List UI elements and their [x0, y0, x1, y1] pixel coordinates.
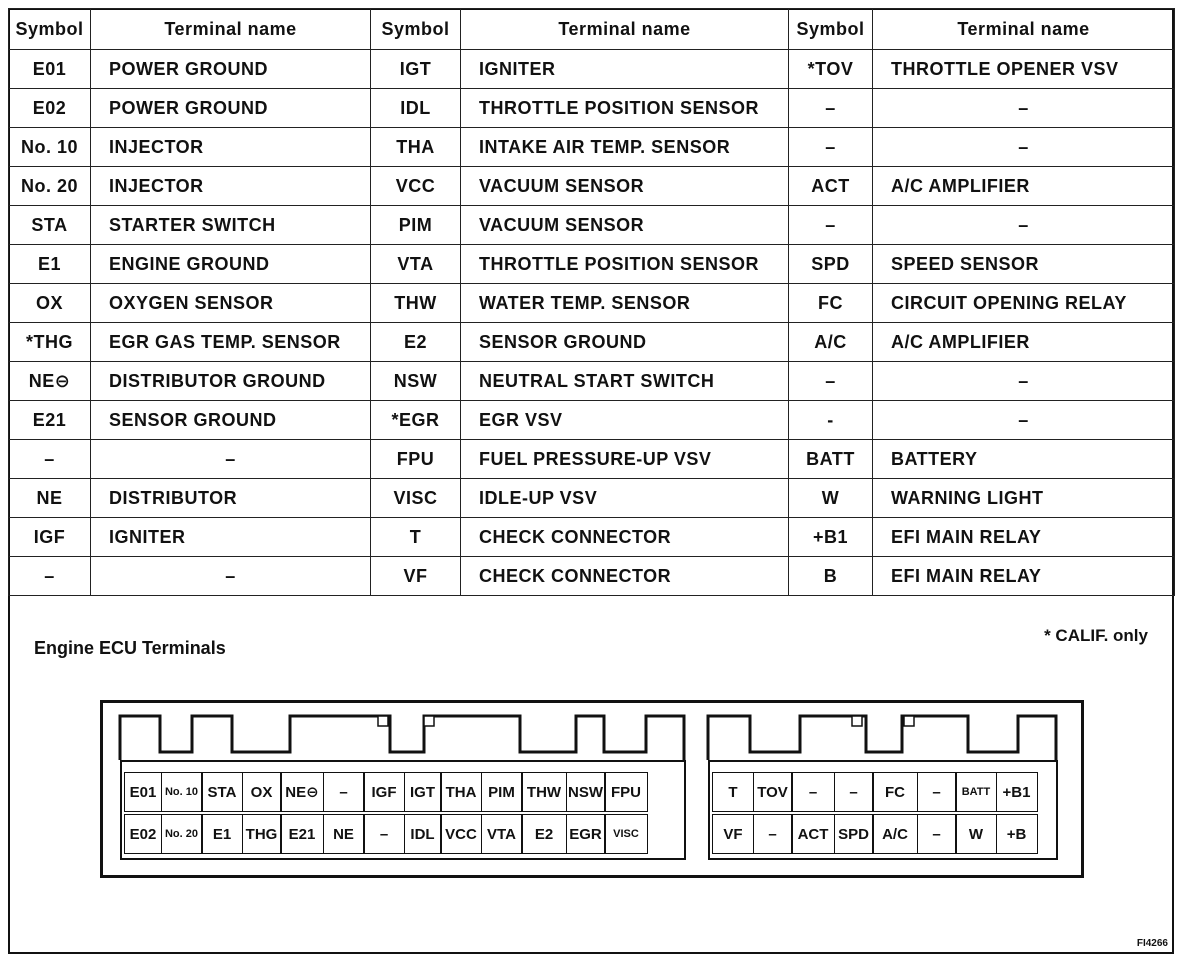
connector-pin: No. 10 — [161, 772, 203, 812]
symbol-cell: FC — [789, 284, 873, 323]
symbol-cell: E01 — [9, 50, 91, 89]
terminal-name-cell: THROTTLE POSITION SENSOR — [461, 245, 789, 284]
connector-pin: BATT — [955, 772, 997, 812]
connector-pin: A/C — [872, 814, 918, 854]
figure-id: FI4266 — [1136, 938, 1168, 949]
header-terminal-name-3: Terminal name — [873, 9, 1175, 50]
symbol-cell: SPD — [789, 245, 873, 284]
symbol-cell: VCC — [371, 167, 461, 206]
symbol-cell: BATT — [789, 440, 873, 479]
connector-pin: E21 — [280, 814, 324, 854]
connector-pin: No. 20 — [161, 814, 203, 854]
right-connector-top-row — [712, 772, 1036, 812]
symbol-cell: OX — [9, 284, 91, 323]
connector-pin: – — [323, 772, 365, 812]
symbol-cell: IDL — [371, 89, 461, 128]
header-symbol-2: Symbol — [371, 9, 461, 50]
symbol-cell: B — [789, 557, 873, 596]
terminal-name-cell: EGR GAS TEMP. SENSOR — [91, 323, 371, 362]
connector-pin: IGT — [404, 772, 442, 812]
left-connector-top-row — [124, 772, 647, 812]
connector-pin: PIM — [481, 772, 523, 812]
symbol-cell: E21 — [9, 401, 91, 440]
connector-pin: THA — [440, 772, 482, 812]
connector-pin: THG — [242, 814, 282, 854]
terminal-name-cell: VACUUM SENSOR — [461, 167, 789, 206]
connector-pin: ACT — [791, 814, 835, 854]
symbol-cell: E2 — [371, 323, 461, 362]
connector-pin: – — [791, 772, 835, 812]
connector-pin: – — [834, 772, 874, 812]
terminal-name-cell: CIRCUIT OPENING RELAY — [873, 284, 1175, 323]
symbol-cell: A/C — [789, 323, 873, 362]
symbol-cell: E1 — [9, 245, 91, 284]
connector-pin: EGR — [566, 814, 606, 854]
symbol-cell: *EGR — [371, 401, 461, 440]
terminal-name-cell: EGR VSV — [461, 401, 789, 440]
header-terminal-name-1: Terminal name — [91, 9, 371, 50]
connector-pin: T — [712, 772, 754, 812]
symbol-cell: PIM — [371, 206, 461, 245]
connector-pin: +B — [996, 814, 1038, 854]
connector-pin: E02 — [124, 814, 162, 854]
terminal-name-cell: – — [873, 401, 1175, 440]
symbol-cell: FPU — [371, 440, 461, 479]
connector-pin: VTA — [481, 814, 523, 854]
symbol-cell: VTA — [371, 245, 461, 284]
symbol-cell: – — [789, 89, 873, 128]
terminal-name-cell: NEUTRAL START SWITCH — [461, 362, 789, 401]
terminal-name-cell: INTAKE AIR TEMP. SENSOR — [461, 128, 789, 167]
terminal-name-cell: DISTRIBUTOR — [91, 479, 371, 518]
connector-pin: NE⊖ — [280, 772, 324, 812]
connector-pin: – — [917, 814, 957, 854]
symbol-cell: No. 20 — [9, 167, 91, 206]
symbol-cell: E02 — [9, 89, 91, 128]
terminal-name-cell: FUEL PRESSURE-UP VSV — [461, 440, 789, 479]
symbol-cell: THW — [371, 284, 461, 323]
terminal-name-cell: IDLE-UP VSV — [461, 479, 789, 518]
connector-pin: VF — [712, 814, 754, 854]
symbol-cell: – — [789, 206, 873, 245]
terminal-name-cell: POWER GROUND — [91, 50, 371, 89]
terminal-name-cell: SPEED SENSOR — [873, 245, 1175, 284]
connector-pin: FPU — [604, 772, 648, 812]
terminal-name-cell: ENGINE GROUND — [91, 245, 371, 284]
connector-pin: VISC — [604, 814, 648, 854]
terminal-name-cell: OXYGEN SENSOR — [91, 284, 371, 323]
connector-pin: IDL — [404, 814, 442, 854]
connector-pin: +B1 — [996, 772, 1038, 812]
terminal-name-cell: IGNITER — [461, 50, 789, 89]
terminal-name-cell: – — [91, 440, 371, 479]
connector-pin: W — [955, 814, 997, 854]
terminal-name-cell: THROTTLE OPENER VSV — [873, 50, 1175, 89]
symbol-cell: IGF — [9, 518, 91, 557]
terminal-name-cell: INJECTOR — [91, 167, 371, 206]
symbol-cell: +B1 — [789, 518, 873, 557]
connector-pin: THW — [521, 772, 567, 812]
symbol-cell: – — [789, 128, 873, 167]
header-symbol-1: Symbol — [9, 9, 91, 50]
terminal-name-cell: VACUUM SENSOR — [461, 206, 789, 245]
terminal-name-cell: A/C AMPLIFIER — [873, 323, 1175, 362]
connector-pin: – — [917, 772, 957, 812]
connector-pin: OX — [242, 772, 282, 812]
terminal-name-cell: IGNITER — [91, 518, 371, 557]
symbol-cell: T — [371, 518, 461, 557]
connector-pin: STA — [201, 772, 243, 812]
terminal-name-cell: – — [91, 557, 371, 596]
symbol-cell: VF — [371, 557, 461, 596]
connector-pin: – — [753, 814, 793, 854]
symbol-cell: - — [789, 401, 873, 440]
symbol-cell: NE⊖ — [9, 362, 91, 401]
left-connector-bottom-row — [124, 814, 647, 854]
symbol-cell: No. 10 — [9, 128, 91, 167]
header-symbol-3: Symbol — [789, 9, 873, 50]
connector-pin: NE — [323, 814, 365, 854]
right-connector-bottom-row — [712, 814, 1036, 854]
terminal-name-cell: CHECK CONNECTOR — [461, 518, 789, 557]
terminal-name-cell: A/C AMPLIFIER — [873, 167, 1175, 206]
symbol-cell: ACT — [789, 167, 873, 206]
symbol-cell: STA — [9, 206, 91, 245]
calif-note: * CALIF. only — [1044, 626, 1148, 645]
symbol-cell: THA — [371, 128, 461, 167]
symbol-cell: – — [9, 440, 91, 479]
terminal-name-cell: STARTER SWITCH — [91, 206, 371, 245]
connector-pin: E2 — [521, 814, 567, 854]
terminal-name-cell: – — [873, 89, 1175, 128]
header-terminal-name-2: Terminal name — [461, 9, 789, 50]
connector-pin: SPD — [834, 814, 874, 854]
connector-pin: FC — [872, 772, 918, 812]
connector-pin: E1 — [201, 814, 243, 854]
terminal-name-cell: CHECK CONNECTOR — [461, 557, 789, 596]
terminal-name-cell: BATTERY — [873, 440, 1175, 479]
terminal-name-cell: WARNING LIGHT — [873, 479, 1175, 518]
ecu-caption: Engine ECU Terminals — [34, 638, 226, 658]
terminal-name-cell: WATER TEMP. SENSOR — [461, 284, 789, 323]
terminal-name-cell: EFI MAIN RELAY — [873, 557, 1175, 596]
symbol-cell: NE — [9, 479, 91, 518]
symbol-cell: W — [789, 479, 873, 518]
terminal-name-cell: INJECTOR — [91, 128, 371, 167]
symbol-cell: IGT — [371, 50, 461, 89]
connector-pin: TOV — [753, 772, 793, 812]
connector-pin: VCC — [440, 814, 482, 854]
symbol-cell: VISC — [371, 479, 461, 518]
symbol-cell: *TOV — [789, 50, 873, 89]
terminal-name-cell: EFI MAIN RELAY — [873, 518, 1175, 557]
terminal-name-cell: DISTRIBUTOR GROUND — [91, 362, 371, 401]
connector-pin: – — [363, 814, 405, 854]
symbol-cell: – — [789, 362, 873, 401]
terminal-name-cell: – — [873, 128, 1175, 167]
terminal-name-cell: – — [873, 362, 1175, 401]
symbol-cell: – — [9, 557, 91, 596]
terminal-name-cell: – — [873, 206, 1175, 245]
terminal-name-cell: THROTTLE POSITION SENSOR — [461, 89, 789, 128]
terminal-name-cell: SENSOR GROUND — [461, 323, 789, 362]
terminal-name-cell: POWER GROUND — [91, 89, 371, 128]
terminal-name-cell: SENSOR GROUND — [91, 401, 371, 440]
symbol-cell: NSW — [371, 362, 461, 401]
connector-pin: NSW — [566, 772, 606, 812]
connector-pin: E01 — [124, 772, 162, 812]
connector-pin: IGF — [363, 772, 405, 812]
symbol-cell: *THG — [9, 323, 91, 362]
